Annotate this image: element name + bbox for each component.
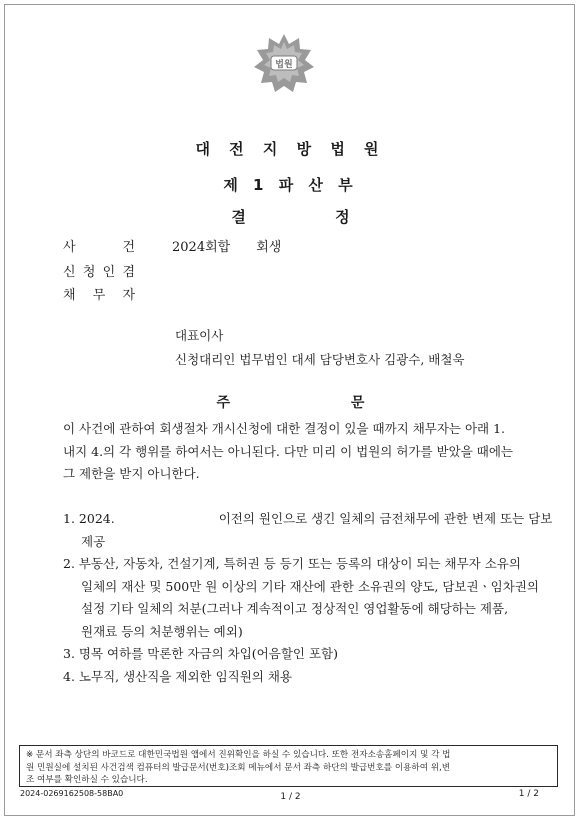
field-label-applicant: 신 청 인 겸 [63, 265, 135, 280]
order-paragraph: 이 사건에 관하여 회생절차 개시신청에 대한 결정이 있을 때까지 채무자는 아래 1. 내지 4.의 각 행위를 하여서는 아니된다. 다만 미리 이 법원의 허가를 받았을 때에는 그 제한을 받지 아니한다. [63, 421, 513, 481]
list-item: 3. 명목 여하를 막론한 자금의 차입(어음할인 포함) [63, 646, 338, 661]
verification-notice: ※ 문서 좌측 상단의 바코드로 대한민국법원 앱에서 진위확인을 하실 수 있습니다. 또한 전자소송홈페이지 및 각 법 원 민원실에 설치된 사건검색 컴퓨터의 발급문서(번호)조회 메뉴에서 문서 좌측 하단의 발급번호를 이용하여 위,변 조 여부를 확인하실 수 있습니다. [19, 745, 558, 787]
order-heading: 주 문 [216, 395, 423, 411]
field-value-case: 2024회합 회생 [172, 240, 282, 255]
court-division: 제 1 파 산 부 [223, 176, 358, 194]
list-item: 1. 2024. 이전의 원인으로 생긴 일체의 금전채무에 관한 변제 또는 담보 제공 [63, 511, 553, 549]
list-item: 2. 부동산, 자동차, 건설기계, 특허권 등 등기 또는 등록의 대상이 되는 채무자 소유의 일체의 재산 및 500만 원 이상의 기타 재산에 관한 소유권의 양도, 담보권ㆍ임차권의 설정 기타 일체의 처분(그러나 계속적이고 정상적인 영업활동에 해당하는 제품, 원재료 등의 처분행위는 예외) [63, 556, 539, 639]
court-name: 대 전 지 방 법 원 [195, 140, 386, 158]
page-number: 1 / 2 [280, 792, 301, 802]
page-number-right: 1 / 2 [518, 789, 539, 799]
list-item: 4. 노무직, 생산직을 제외한 임직원의 채용 [63, 669, 292, 684]
field-label-debtor: 채 무 자 [63, 288, 135, 303]
seal-text: 법원 [275, 60, 293, 70]
representative-title: 대표이사 [175, 328, 224, 343]
field-label-case: 사 건 [63, 240, 135, 255]
issue-number: 2024-0269162508-58BA0 [20, 789, 124, 798]
court-seal-icon [251, 30, 317, 96]
applicant-agent: 신청대리인 법무법인 대세 담당변호사 김광수, 배철욱 [175, 352, 465, 367]
document-title: 결 정 [231, 208, 392, 226]
